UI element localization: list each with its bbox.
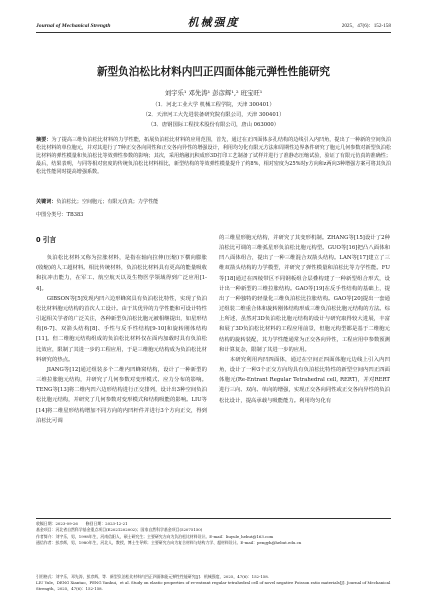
affiliation-3: （3．唐钢国际工程技术股份有限公司，唐山 063000） <box>147 122 280 128</box>
affiliation-2: （2．天津河工大先进装备研究院有限公司，天津 300401） <box>142 112 285 118</box>
body-paragraph: JIANG等[12]通过组装多个二维内凹蜂窝结构，设计了一种新型的三维拉胀胞元结构，并研究了几何参数对变形模式、应力分布的影响。TENG等[13]将二维内凹六边形结构进行正交排列，设计出3种空间负泊松比胞元结构，并研究了几何参数对变形模式和结构吸能的影响。LIU等[14]将二维星形结构增加不同方向的内凹杆件并进行3个方向正交，得到泊松比可调 <box>36 366 207 424</box>
abstract-label: 摘要： <box>36 137 52 143</box>
citation-format: 引用格式：刘宇乐，邓先涛，彭彦辉，等．新型负泊松比材料内凹正四面体能元弹性性能研究[J]．机械强度，2025，47(6)：152-158． LIU Yule，DENG Xiantao，PENG Yanhui，et al. Study on elastic properties of re-entrant regular tetrahedral cell of novel negative Poisson ratio materials[J]. Journal of Mechanical Strength，2025，47(6)：152-158. <box>36 574 391 592</box>
classification-ids <box>36 211 391 218</box>
body-paragraph: 负泊松比材料又称为拉胀材料，是指在轴向拉伸(压缩)下横向膨胀(收缩)的人工超材料。相比传统材料，负泊松比材料具有更高的能量吸收和抗冲击能力，在军工、航空航天以及生物医学领域得到广泛应用[1-4]。 <box>36 255 207 292</box>
affiliation-1: （1．河北工业大学 机械工程学院，天津 300401） <box>152 102 275 108</box>
section-heading-introduction: 0 引言 <box>36 236 57 244</box>
running-header <box>36 14 391 33</box>
keywords <box>36 198 391 205</box>
journal-chinese-logo: 机械强度 <box>187 16 240 29</box>
body-paragraph: GIBSON等[5]发现内凹六边形蜂窝具有负泊松比特性，实现了负泊松比材料胞元结构的首次人工设计。由于其优异的力学性能和可设计特性引起相关学者的广泛关注，各种新型负泊松比胞元被相继提出，如星形结构[6-7]、双箭头结构[8]、手性与反手性结构[9-10]和旋转刚体结构[11]。但二维胞元结构组成的负泊松比材料仅在面内加载时具有负泊松比效应，限制了其进一步的工程应用，于是三维胞元结构成为负泊松比材料研究的热点。 <box>36 295 207 363</box>
author-list: 刘宇乐¹ 邓先涛¹ 彭彦辉¹,² 班宝旺¹ <box>164 89 263 97</box>
affiliations <box>0 100 427 130</box>
clc-number: 中图分类号：TB383 <box>36 212 84 218</box>
article-footnote: 收稿日期：2023-09-26 修回日期：2023-12-21 基金项目：河北省自然科学基金重点项目(E2021202002)；国家自然科学基金项目(52075150) 作者简介：刘宇乐，男，1998年生，河南信阳人，硕士研究生；主要研究方向为负泊松比材料设计。E-mail：liuyule_hebut@163.com 通信作者：彭彦辉，男，1980年生，河北人，教授，博士生导师；主要研究方向为复合材料与结构力学、超材料设计。E-mail：pengyh@hebut.edu.cn <box>36 518 391 546</box>
article-title: 新型负泊松比材料内凹正四面体能元弹性性能研究 <box>96 66 331 78</box>
keywords-label: 关键词： <box>36 199 57 205</box>
abstract <box>36 137 391 177</box>
left-column <box>36 233 207 426</box>
abstract-text: 为了提高三维负泊松比材料的力学性能，拓展负泊松比材料的应用范围，首先，通过在正四面体多孔结构的边线引入内凹角，提出了一种新的空间负泊松比材料的单位胞元，并对其进行了7种正交各向同性和正交各向异性的增强设计，利用均匀化有限元方法和周期性边界条件研究了胞元几何参数对新型负泊松比材料的弹性模量和负泊松比等效弹性参数的影响；其次，采用熔融沉积成形3D打印工艺制备了试样并进行了准静态压缩试验，验证了有限元仿真的准确性；最后，结果表明，与同等相对密度的传统负泊松比材料相比，新型结构的等效弹性模量提升了约8%，相对密度为25%时y方向和z两向3种增强方案可将其负泊松比性能同时提高增强系数。 <box>36 137 391 175</box>
journal-english-name: Journal of Mechanical Strength <box>36 23 111 29</box>
keywords-text: 负泊松比；空间胞元；有限元仿真；力学性能 <box>56 199 159 205</box>
right-column <box>219 233 390 406</box>
volume-info: 2025，47(6)：152-158 <box>341 23 391 29</box>
body-paragraph: 的三维星形胞元结构，并研究了其变形机制。ZHANG等[15]设计了2种泊松比可调的三维弧星形负泊松比胞元构型。GUO等[16]把凸八面体和凹八面体组合，提出了一种三维混合双箭头结构。LAN等[17]建立了三维双箭头结构的力学模型，并研究了弹性模量和泊松比等力学性能。FU等[18]通过在四棱带区不同钢板组合层叠构建了一种新型组合形式，设计出一种新型的三维拉胀结构。GAO等[19]在反手性结构的基础上，提出了一种独特的轻量化三维负泊松比拉胀结构。GAO等[20]提出一套通过组装二维重合体和旋转刚体结构形成三维负泊松比胞元结构的方法。综上所述，虽然对3D负泊松比胞元结构的设计与研究取得较大进展，丰富和展了3D负泊松比材料的工程应用前景，但胞元构型都是基于二维胞元结构的旋转装配，其力学性能通常为正交各向异性，工程应用中参数预测和计算复杂，限制了其进一步的应用。 <box>219 235 390 353</box>
body-paragraph: 本研究利用内凹四面体，通过在空间正四面体胞元边线上引入内凹角，设计了一种3个正交方向均具有负泊松比特性的新型空间内凹正四面体胞元(Re-Entrant Regular Tetrahedral cell, RERT)，并对RERT进行三向、双向、单向的增强，实现正交各向同性或正交各向异性的负泊松比设计，提高承载与吸能能力。利用均匀化有 <box>219 356 390 404</box>
